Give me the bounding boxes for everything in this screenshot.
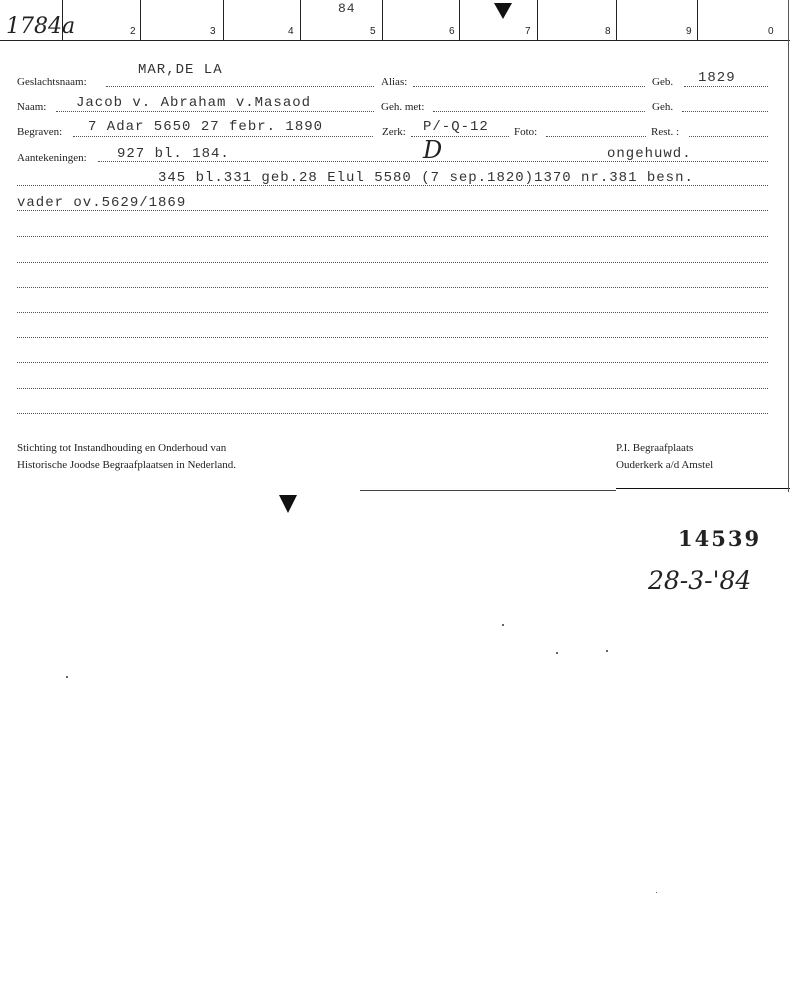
dotted-line xyxy=(106,86,374,87)
column-number: 6 xyxy=(449,26,455,37)
triangle-marker-icon xyxy=(278,494,298,514)
dotted-line xyxy=(17,362,768,363)
grid-divider xyxy=(697,0,698,40)
dotted-line xyxy=(17,413,768,414)
aantekeningen-label: Aantekeningen: xyxy=(17,152,87,164)
dotted-line xyxy=(689,136,768,137)
grid-divider xyxy=(300,0,301,40)
geb-label: Geb. xyxy=(652,76,674,88)
dotted-line xyxy=(684,86,768,87)
handwritten-card-id: 1784a xyxy=(6,14,76,39)
footer-organization xyxy=(17,440,236,474)
dotted-line xyxy=(546,136,646,137)
naam-value: Jacob v. Abraham v.Masaod xyxy=(76,95,312,111)
scan-speck xyxy=(606,650,608,652)
footer-org-line-2: Historische Joodse Begraafplaatsen in Nederland. xyxy=(17,459,237,471)
handwritten-d-mark: D xyxy=(423,136,443,164)
notes-line-2: 345 bl.331 geb.28 Elul 5580 (7 sep.1820)1370 nr.381 besn. xyxy=(158,170,694,186)
rest-label: Rest. : xyxy=(651,126,680,138)
grid-divider xyxy=(140,0,141,40)
dotted-line xyxy=(17,262,768,263)
scan-speck xyxy=(502,624,504,626)
geslachtsnaam-label: Geslachtsnaam: xyxy=(17,76,87,88)
dotted-line xyxy=(17,337,768,338)
footer-cemetery xyxy=(616,440,713,474)
naam-label: Naam: xyxy=(17,101,47,113)
column-number: 3 xyxy=(210,26,216,37)
dotted-line xyxy=(413,86,645,87)
begraven-value: 7 Adar 5650 27 febr. 1890 xyxy=(88,119,324,135)
alias-label: Alias: xyxy=(381,76,408,88)
footer-cemetery-line-1: P.I. Begraafplaats xyxy=(616,442,694,454)
scan-speck xyxy=(556,652,558,654)
top-number: 84 xyxy=(338,1,356,16)
column-number: 4 xyxy=(288,26,294,37)
card-bottom-edge xyxy=(616,488,790,489)
dotted-line xyxy=(433,111,645,112)
column-number: 9 xyxy=(686,26,692,37)
grid-divider xyxy=(223,0,224,40)
scan-speck xyxy=(66,676,68,678)
dotted-line xyxy=(56,111,374,112)
grid-divider xyxy=(459,0,460,40)
dotted-line xyxy=(73,136,373,137)
geh-label: Geh. xyxy=(652,101,674,113)
card-bottom-edge-faint xyxy=(360,490,616,491)
header-bottom-rule xyxy=(0,40,790,41)
card-right-edge xyxy=(788,0,789,492)
zerk-label: Zerk: xyxy=(382,126,406,138)
begraven-label: Begraven: xyxy=(17,126,63,138)
foto-label: Foto: xyxy=(514,126,538,138)
geslachtsnaam-value: MAR,DE LA xyxy=(138,62,223,78)
column-number: 7 xyxy=(525,26,531,37)
grid-divider xyxy=(537,0,538,40)
handwritten-date: 28-3-'84 xyxy=(648,566,752,595)
dotted-line xyxy=(17,312,768,313)
scan-speck xyxy=(656,892,657,893)
column-number: 5 xyxy=(370,26,376,37)
zerk-value: P/-Q-12 xyxy=(423,119,489,135)
dotted-line xyxy=(682,111,768,112)
triangle-marker-icon xyxy=(493,2,513,20)
dotted-line xyxy=(17,236,768,237)
archive-stamp-number: 14539 xyxy=(678,526,762,551)
footer-org-line-1: Stichting tot Instandhouding en Onderhoud van xyxy=(17,442,227,454)
notes-line-3: vader ov.5629/1869 xyxy=(17,195,187,211)
column-number: 0 xyxy=(768,26,774,37)
aantekeningen-value: 927 bl. 184. xyxy=(117,146,230,162)
grid-divider xyxy=(616,0,617,40)
dotted-line xyxy=(17,388,768,389)
column-number: 8 xyxy=(605,26,611,37)
dotted-line xyxy=(17,287,768,288)
geb-value: 1829 xyxy=(698,70,736,86)
marital-status: ongehuwd. xyxy=(607,146,692,162)
grid-divider xyxy=(382,0,383,40)
column-number: 2 xyxy=(130,26,136,37)
geh-met-label: Geh. met: xyxy=(381,101,425,113)
footer-cemetery-line-2: Ouderkerk a/d Amstel xyxy=(616,459,714,471)
